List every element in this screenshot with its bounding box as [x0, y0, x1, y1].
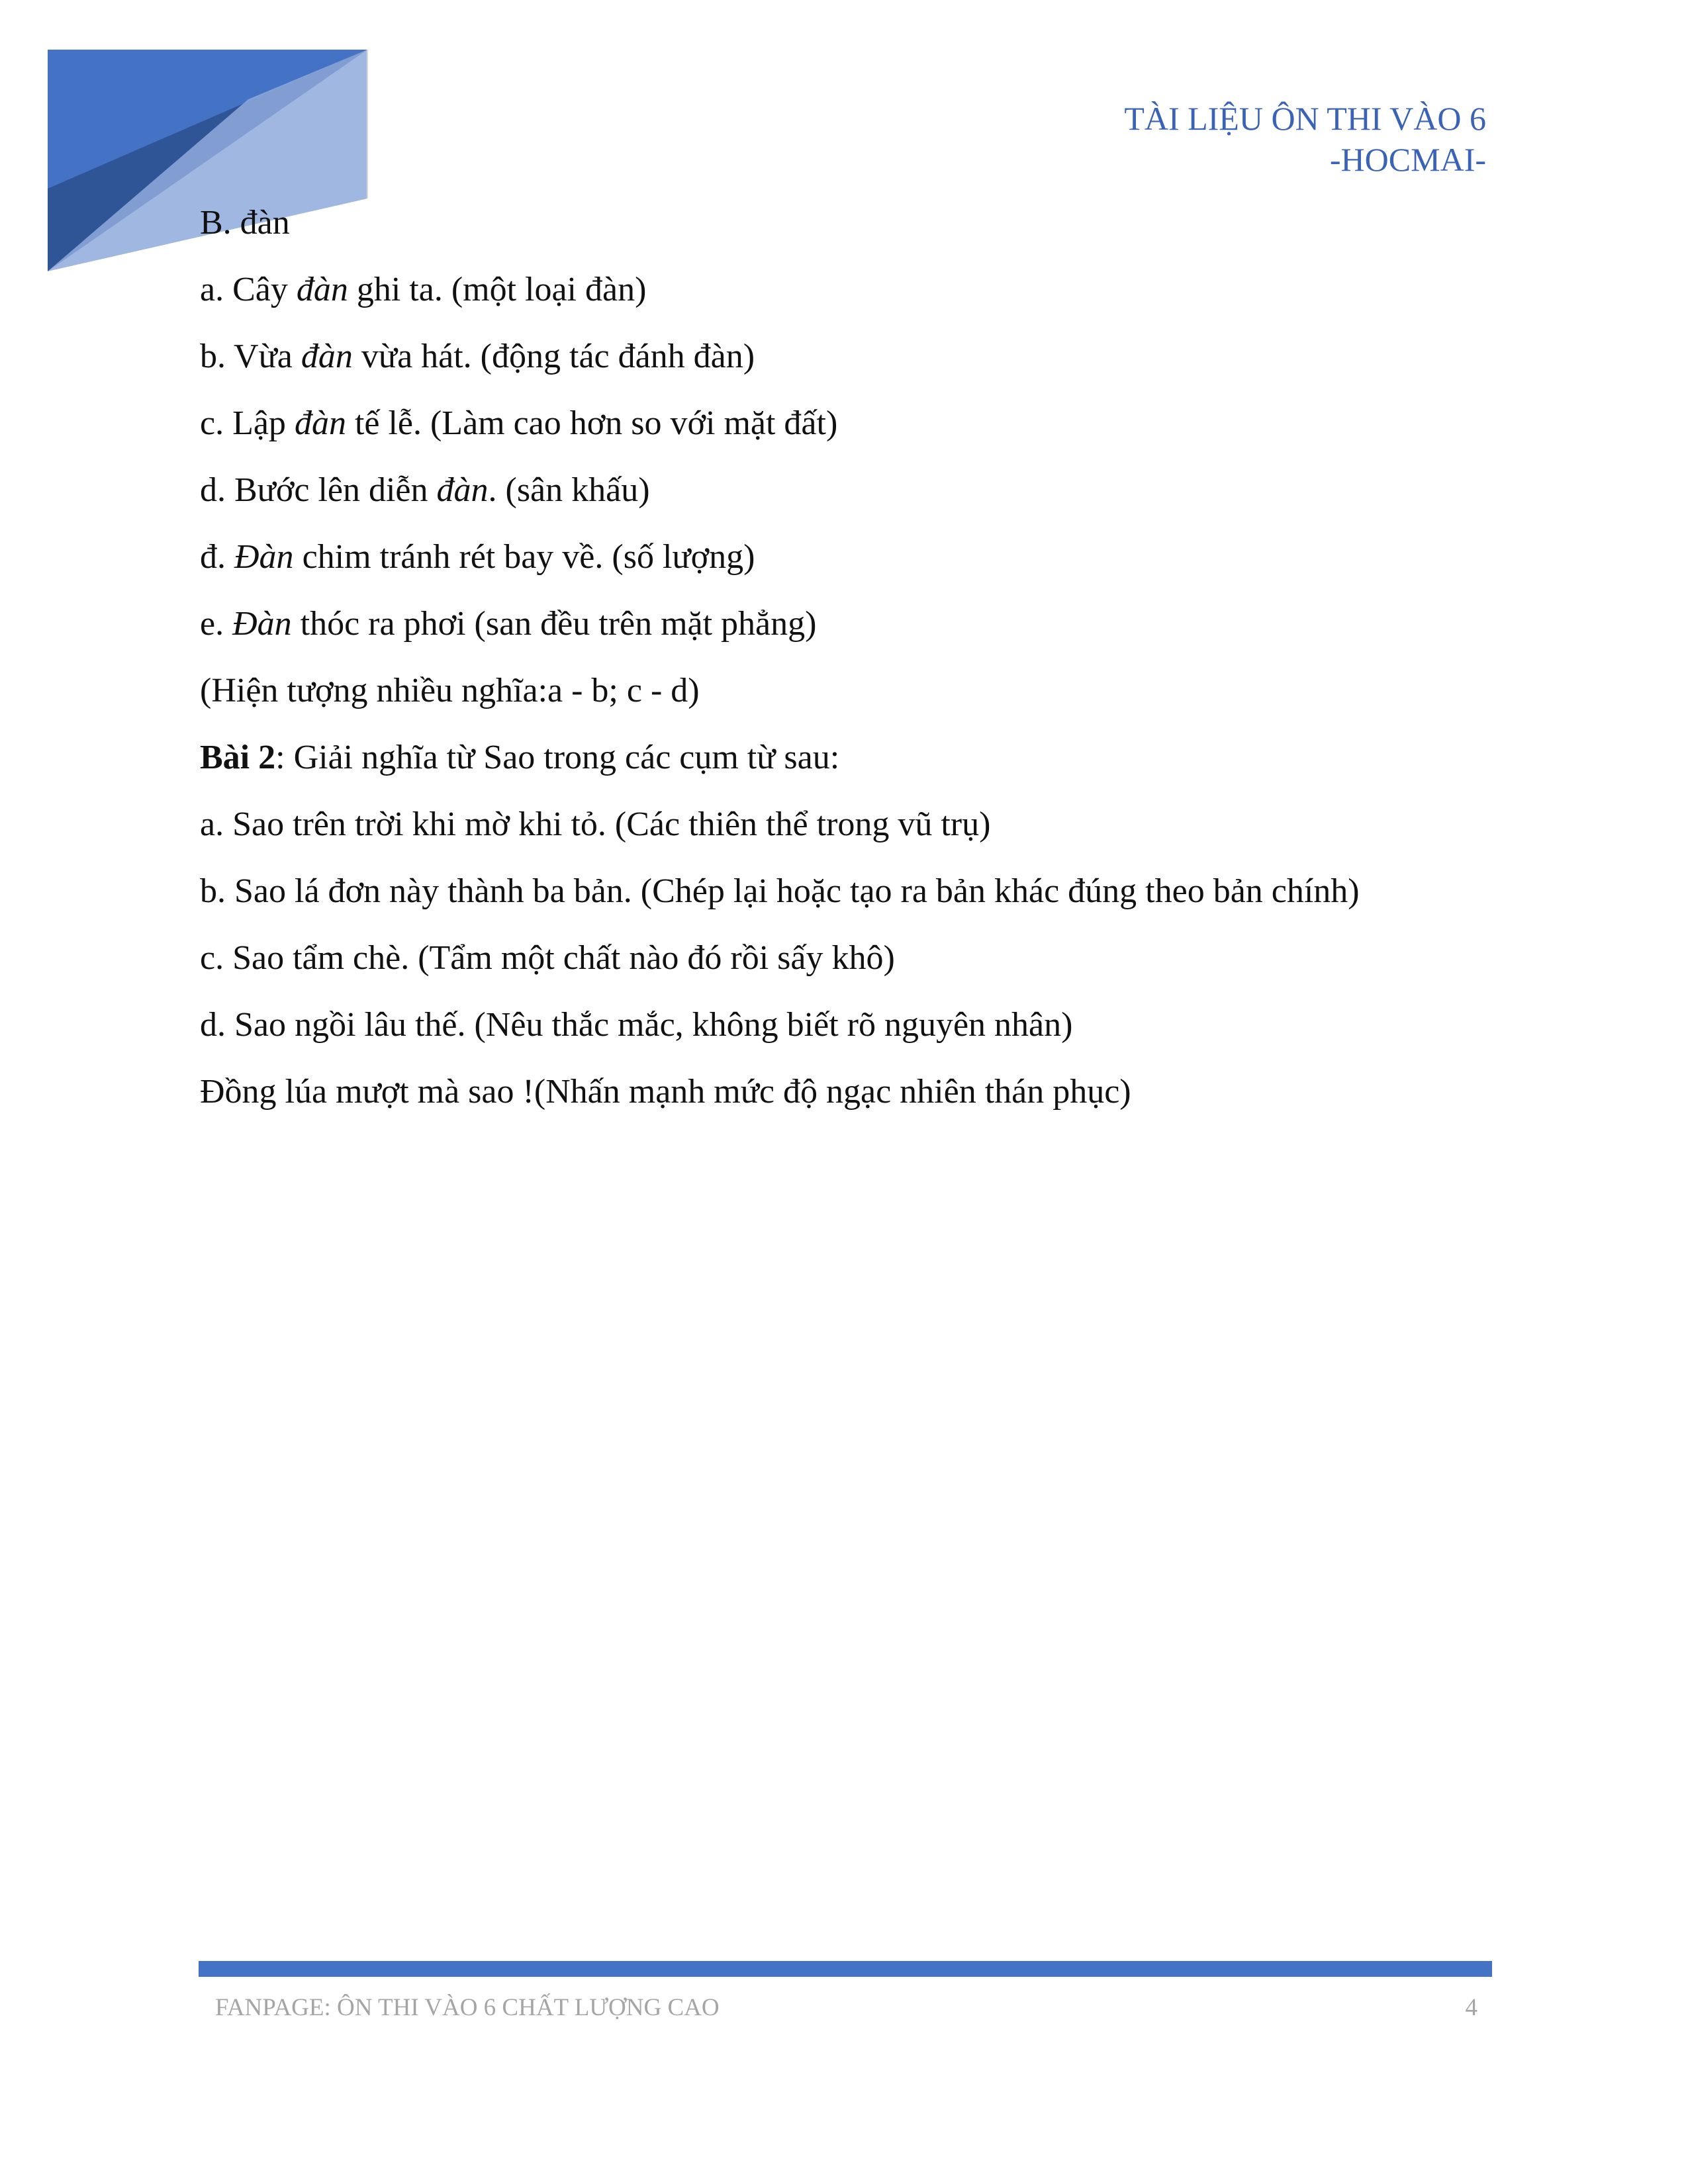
header-title: TÀI LIỆU ÔN THI VÀO 6: [1124, 100, 1486, 137]
text-segment: B. đàn: [200, 204, 290, 242]
italic-text: Đàn: [234, 538, 294, 576]
page-number: 4: [1465, 1994, 1477, 2021]
text-segment: tế lễ. (Làm cao hơn so với mặt đất): [346, 404, 838, 442]
text-segment: a. Cây: [200, 271, 297, 308]
text-line: [200, 801, 1524, 868]
italic-text: Đàn: [232, 605, 292, 643]
text-segment: d. Sao ngồi lâu thế. (Nêu thắc mắc, không biết rõ nguyên nhân): [200, 1006, 1073, 1044]
italic-text: đàn: [301, 338, 353, 375]
header-subtitle: -HOCMAI-: [1329, 141, 1486, 178]
document-body: [200, 200, 1524, 1136]
italic-text: đàn: [294, 404, 346, 442]
text-segment: thóc ra phơi (san đều trên mặt phẳng): [291, 605, 817, 643]
text-line: [200, 601, 1524, 668]
footer-fanpage: FANPAGE: ÔN THI VÀO 6 CHẤT LƯỢNG CAO: [215, 1994, 720, 2021]
text-segment: b. Sao lá đơn này thành ba bản. (Chép lại hoặc tạo ra bản khác đúng theo bản chính): [200, 872, 1360, 910]
text-line: [200, 735, 1524, 801]
text-line: [200, 935, 1524, 1002]
text-segment: ghi ta. (một loại đàn): [348, 271, 647, 308]
text-segment: . (sân khấu): [488, 471, 650, 509]
text-segment: đ.: [200, 538, 234, 576]
text-line: [200, 200, 1524, 267]
text-segment: : Giải nghĩa từ Sao trong các cụm từ sau:: [275, 739, 840, 776]
text-line: [200, 668, 1524, 735]
text-segment: (Hiện tượng nhiều nghĩa:a - b; c - d): [200, 672, 700, 709]
text-segment: b. Vừa: [200, 338, 301, 375]
text-segment: vừa hát. (động tác đánh đàn): [352, 338, 755, 375]
text-segment: e.: [200, 605, 233, 643]
text-line: [200, 1002, 1524, 1069]
italic-text: đàn: [296, 271, 348, 308]
text-line: [200, 534, 1524, 601]
text-segment: c. Sao tẩm chè. (Tẩm một chất nào đó rồi sấy khô): [200, 939, 895, 977]
text-line: [200, 467, 1524, 534]
text-line: [200, 1069, 1524, 1136]
footer-bar: [199, 1961, 1492, 1977]
text-segment: Đồng lúa mượt mà sao !(Nhấn mạnh mức độ ngạc nhiên thán phục): [200, 1073, 1131, 1111]
page-header: [1124, 98, 1486, 180]
text-segment: chim tránh rét bay về. (số lượng): [293, 538, 755, 576]
text-line: [200, 334, 1524, 400]
bold-text: Bài 2: [200, 739, 276, 776]
text-segment: c. Lập: [200, 404, 295, 442]
text-line: [200, 267, 1524, 334]
text-segment: a. Sao trên trời khi mờ khi tỏ. (Các thiên thể trong vũ trụ): [200, 805, 991, 843]
text-line: [200, 868, 1524, 935]
text-segment: d. Bước lên diễn: [200, 471, 437, 509]
italic-text: đàn: [436, 471, 489, 509]
text-line: [200, 400, 1524, 467]
